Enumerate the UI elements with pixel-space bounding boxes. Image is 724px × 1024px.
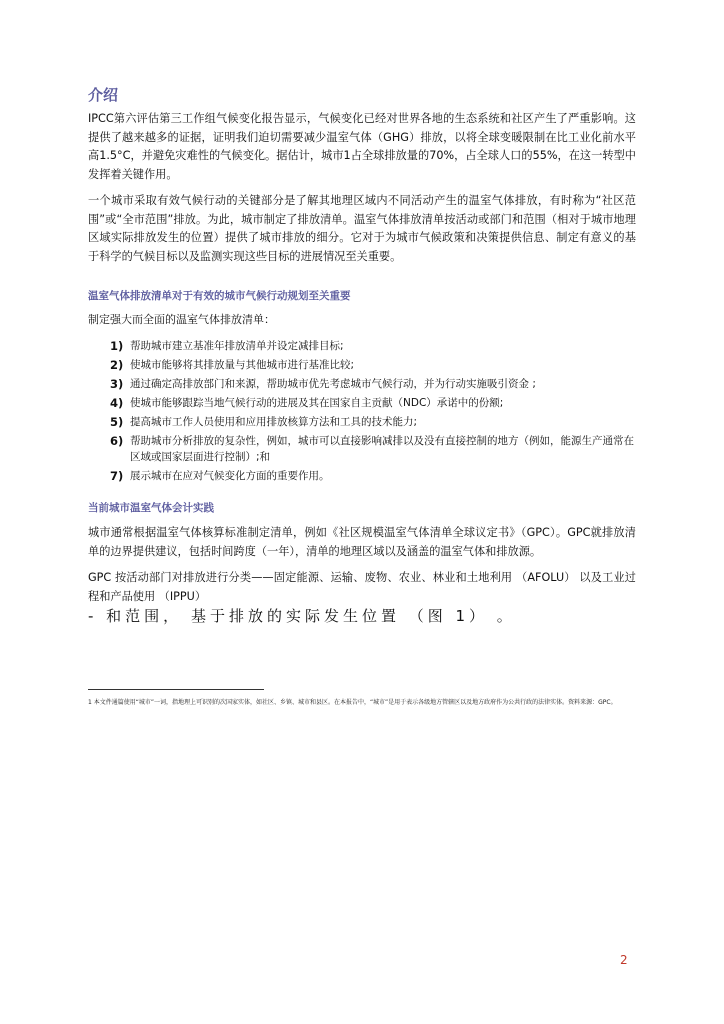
page-number: 2 [620, 953, 628, 967]
list-number: 2) [110, 358, 124, 372]
list-number: 7) [110, 469, 124, 483]
document-page [88, 86, 636, 626]
list-text: 展示城市在应对气候变化方面的重要作用。 [130, 470, 330, 482]
accounting-paragraph-1: 城市通常根据温室气体核算标准制定清单，例如《社区规模温室气体清单全球议定书》（GPC）。GPC就排放清单的边界提供建议，包括时间跨度（一年），清单的地理区域以及涵盖的温室气体和排放源。 [88, 526, 636, 558]
list-number: 3) [110, 377, 124, 391]
accounting-continuation-line: - 和范围， 基于排放的实际发生位置 （图 1） 。 [88, 607, 516, 625]
list-number: 1) [110, 339, 124, 353]
list-text: 使城市能够将其排放量与其他城市进行基准比较; [130, 359, 355, 371]
list-item [110, 395, 636, 411]
list-number: 4) [110, 396, 124, 410]
list-text: 使城市能够跟踪当地气候行动的进展及其在国家自主贡献（NDC）承诺中的份额; [130, 397, 504, 409]
page-heading: 介绍 [88, 86, 119, 104]
list-item [110, 338, 636, 354]
footnote: 1 本文件通篇使用“城市”一词，指地理上可识别的次国家实体，如社区、乡镇、城市和县区。在本报告中，“城市”是用于表示各级地方管辖区以及地方政府作为公共行政的法律实体。资料来源：GPC。 [88, 699, 617, 706]
list-item [110, 468, 636, 484]
intro-paragraph-1: IPCC第六评估第三工作组气候变化报告显示，气候变化已经对世界各地的生态系统和社区产生了严重影响。这提供了越来越多的证据，证明我们迫切需要减少温室气体（GHG）排放，以将全球变暖限制在比工业化前水平高1.5°C，并避免灾难性的气候变化。据估计，城市1占全球排放量的70%，占全球人口的55%，在这一转型中发挥着关键作用。 [88, 112, 636, 181]
section-heading-accounting: 当前城市温室气体会计实践 [88, 502, 214, 514]
intro-paragraph-2: 一个城市采取有效气候行动的关键部分是了解其地理区域内不同活动产生的温室气体排放，有时称为“社区范围”或“全市范围”排放。为此，城市制定了排放清单。温室气体排放清单按活动或部门和范围（相对于城市地理区域实际排放发生的位置）提供了城市排放的细分。它对于为城市气候政策和决策提供信息、制定有意义的基于科学的气候目标以及监测实现这些目标的进展情况至关重要。 [88, 194, 636, 263]
list-item [110, 357, 636, 373]
list-item [110, 433, 636, 465]
list-text: 通过确定高排放部门和来源，帮助城市优先考虑城市气候行动，并为行动实施吸引资金 ; [130, 378, 536, 390]
list-text: 帮助城市分析排放的复杂性，例如，城市可以直接影响减排以及没有直接控制的地方（例如，能源生产通常在区域或国家层面进行控制）;和 [130, 435, 634, 463]
list-number: 6) [110, 434, 124, 448]
list-number: 5) [110, 415, 124, 429]
section-intro: 制定强大而全面的温室气体排放清单： [88, 313, 275, 326]
footnote-divider [88, 689, 264, 690]
benefits-list [110, 338, 636, 484]
section-heading-inventory: 温室气体排放清单对于有效的城市气候行动规划至关重要 [88, 290, 351, 302]
list-item [110, 376, 636, 392]
list-text: 提高城市工作人员使用和应用排放核算方法和工具的技术能力; [130, 416, 418, 428]
list-text: 帮助城市建立基准年排放清单并设定减排目标; [130, 340, 344, 352]
accounting-paragraph-2: GPC 按活动部门对排放进行分类——固定能源、运输、废物、农业、林业和土地利用 （AFOLU） 以及工业过程和产品使用 （IPPU） [88, 571, 636, 603]
list-item [110, 414, 636, 430]
